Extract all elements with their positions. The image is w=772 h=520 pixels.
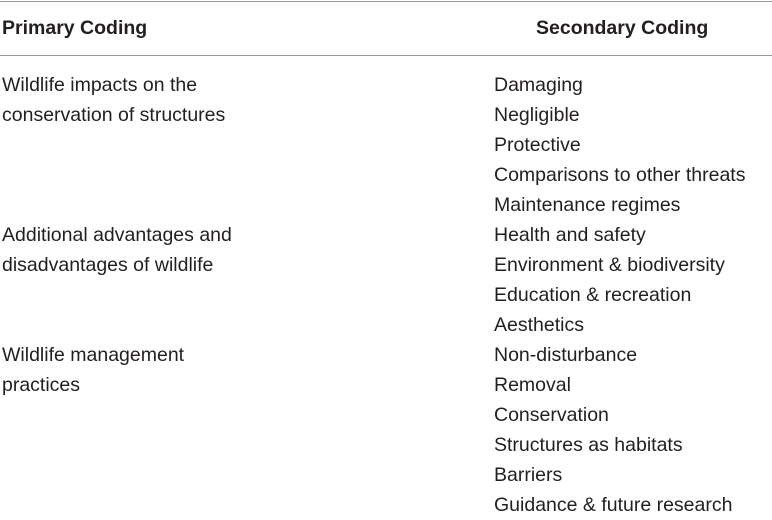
- secondary-coding-item: Comparisons to other threats: [494, 164, 746, 186]
- column-header-primary-coding: Primary Coding: [2, 17, 148, 39]
- secondary-coding-item: Structures as habitats: [494, 434, 683, 456]
- secondary-coding-item: Barriers: [494, 464, 563, 486]
- secondary-coding-item: Guidance & future research: [494, 494, 733, 516]
- secondary-coding-item: Environment & biodiversity: [494, 254, 725, 276]
- header-rule: [0, 55, 772, 56]
- table-row-group: [0, 220, 772, 340]
- secondary-coding-cell: [494, 70, 772, 220]
- secondary-coding-cell: [494, 220, 772, 340]
- secondary-coding-item: Aesthetics: [494, 314, 584, 336]
- secondary-coding-item: Damaging: [494, 74, 583, 96]
- primary-coding-label: Additional advantages and disadvantages of wildlife: [2, 224, 232, 276]
- primary-coding-cell: [0, 220, 494, 340]
- secondary-coding-item: Negligible: [494, 104, 580, 126]
- secondary-coding-item: Non-disturbance: [494, 344, 638, 366]
- secondary-coding-cell: [494, 340, 772, 520]
- primary-coding-cell: [0, 70, 494, 220]
- table-row-group: [0, 70, 772, 220]
- secondary-coding-item: Removal: [494, 374, 571, 396]
- secondary-coding-item: Health and safety: [494, 224, 646, 246]
- secondary-coding-item: Conservation: [494, 404, 609, 426]
- primary-coding-label: Wildlife management practices: [2, 344, 185, 396]
- column-header-secondary-coding: Secondary Coding: [536, 17, 709, 39]
- primary-coding-label: Wildlife impacts on the conservation of structures: [2, 74, 226, 126]
- table-top-rule: [0, 1, 772, 2]
- secondary-coding-item: Maintenance regimes: [494, 194, 681, 216]
- secondary-coding-item: Protective: [494, 134, 581, 156]
- table-row-group: [0, 340, 772, 520]
- primary-coding-cell: [0, 340, 494, 520]
- secondary-coding-item: Education & recreation: [494, 284, 692, 306]
- table-body: [0, 70, 772, 520]
